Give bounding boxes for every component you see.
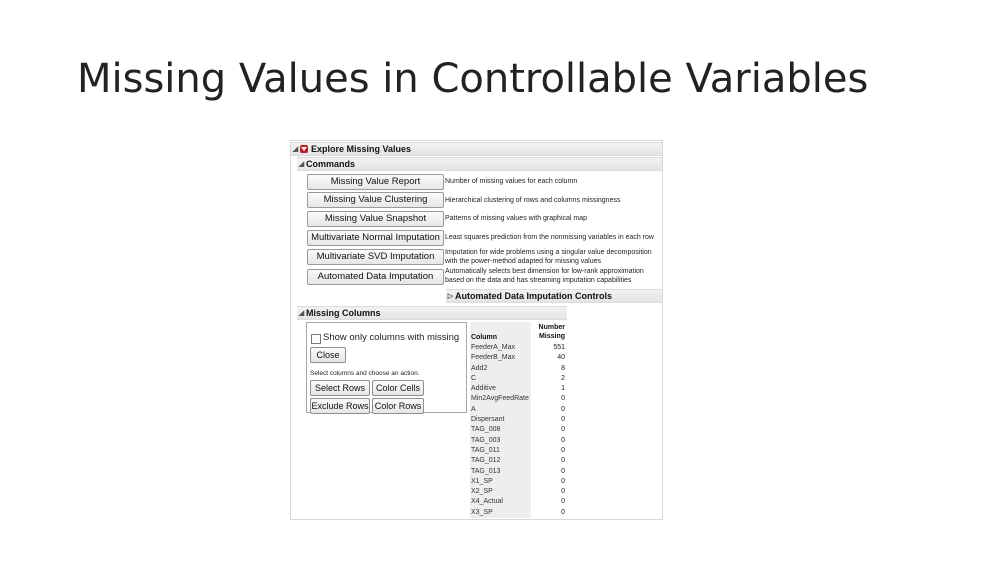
- missing-value-report-button[interactable]: Missing Value Report: [307, 174, 444, 190]
- slide-title: Missing Values in Controllable Variables: [77, 56, 869, 102]
- missing-columns-header[interactable]: [297, 306, 567, 320]
- missing-columns-controls: [306, 322, 467, 413]
- table-row[interactable]: [470, 353, 566, 363]
- missing-columns-table: [470, 322, 566, 518]
- missing-count: 2: [561, 374, 565, 382]
- column-name: Dispersant: [470, 415, 531, 425]
- number-missing-header[interactable]: [531, 322, 566, 343]
- command-description: Imputation for wide problems using a singular value decomposition with the power-method adapted for missing values: [445, 249, 652, 265]
- disclosure-open-icon[interactable]: ◢: [292, 146, 299, 153]
- missing-count: 0: [561, 457, 565, 465]
- color-rows-button[interactable]: Color Rows: [372, 398, 424, 414]
- command-description: Automatically selects best dimension for low-rank approximation based on the data and has streaming imputation capabilities: [445, 268, 644, 284]
- explore-missing-values-header[interactable]: [291, 142, 662, 156]
- multivariate-normal-imputation-button[interactable]: Multivariate Normal Imputation: [307, 230, 444, 246]
- table-row[interactable]: [470, 467, 566, 477]
- missing-columns-title: Missing Columns: [306, 308, 381, 318]
- column-name: Add2: [470, 364, 531, 374]
- column-name: TAG_008: [470, 425, 531, 435]
- column-name: TAG_003: [470, 436, 531, 446]
- table-row[interactable]: [470, 446, 566, 456]
- disclosure-open-icon[interactable]: ◢: [298, 161, 305, 168]
- missing-count: 0: [561, 498, 565, 506]
- command-description: Hierarchical clustering of rows and columns missingness: [445, 197, 621, 204]
- number-missing-header-line1: Number: [538, 324, 565, 331]
- column-name: Min2AvgFeedRate: [470, 394, 531, 404]
- table-row[interactable]: [470, 343, 566, 353]
- missing-count: 0: [561, 416, 565, 424]
- missing-count: 0: [561, 446, 565, 454]
- table-row[interactable]: [470, 384, 566, 394]
- adi-controls-header[interactable]: [446, 289, 662, 303]
- missing-count: 8: [561, 364, 565, 372]
- commands-title: Commands: [306, 159, 356, 169]
- table-row[interactable]: [470, 487, 566, 497]
- column-name: X1_SP: [470, 477, 531, 487]
- table-row[interactable]: [470, 374, 566, 384]
- select-rows-button[interactable]: Select Rows: [310, 380, 370, 396]
- table-row[interactable]: [470, 456, 566, 466]
- close-button[interactable]: Close: [310, 347, 346, 363]
- column-header[interactable]: Column: [470, 322, 531, 343]
- table-row[interactable]: [470, 436, 566, 446]
- missing-count: 40: [557, 354, 565, 362]
- table-row[interactable]: [470, 415, 566, 425]
- table-row[interactable]: [470, 477, 566, 487]
- missing-count: 0: [561, 488, 565, 496]
- disclosure-closed-icon[interactable]: ▷: [447, 293, 454, 300]
- column-name: C: [470, 374, 531, 384]
- table-row[interactable]: [470, 405, 566, 415]
- explore-missing-values-title: Explore Missing Values: [311, 144, 412, 154]
- jmp-report-window: [290, 140, 663, 520]
- red-triangle-menu-icon[interactable]: [300, 145, 308, 153]
- table-row[interactable]: [470, 497, 566, 507]
- command-description: Patterns of missing values with graphical map: [445, 215, 588, 222]
- column-name: A: [470, 405, 531, 415]
- column-name: TAG_013: [470, 467, 531, 477]
- instruction-text: Select columns and choose an action.: [310, 370, 420, 377]
- table-row[interactable]: [470, 364, 566, 374]
- table-row[interactable]: [470, 394, 566, 404]
- table-row[interactable]: [470, 425, 566, 435]
- color-cells-button[interactable]: Color Cells: [372, 380, 424, 396]
- missing-count: 0: [561, 426, 565, 434]
- show-only-missing-label: Show only columns with missing: [323, 332, 460, 343]
- missing-count: 0: [561, 467, 565, 475]
- show-only-missing-checkbox[interactable]: [311, 334, 321, 344]
- missing-value-clustering-button[interactable]: Missing Value Clustering: [307, 192, 444, 208]
- missing-count: 0: [561, 477, 565, 485]
- column-name: X4_Actual: [470, 497, 531, 507]
- table-row[interactable]: [470, 508, 566, 518]
- missing-value-snapshot-button[interactable]: Missing Value Snapshot: [307, 211, 444, 227]
- automated-data-imputation-button[interactable]: Automated Data Imputation: [307, 269, 444, 285]
- multivariate-svd-imputation-button[interactable]: Multivariate SVD Imputation: [307, 249, 444, 265]
- column-name: TAG_012: [470, 456, 531, 466]
- command-description: Least squares prediction from the nonmissing variables in each row: [445, 234, 654, 241]
- missing-count: 1: [561, 385, 565, 393]
- adi-controls-title: Automated Data Imputation Controls: [455, 291, 612, 301]
- commands-header[interactable]: [297, 157, 662, 171]
- column-name: X2_SP: [470, 487, 531, 497]
- column-name: X3_SP: [470, 508, 531, 518]
- missing-count: 0: [561, 405, 565, 413]
- column-name: Additive: [470, 384, 531, 394]
- column-name: TAG_011: [470, 446, 531, 456]
- exclude-rows-button[interactable]: Exclude Rows: [310, 398, 370, 414]
- missing-count: 551: [553, 344, 565, 351]
- missing-count: 0: [561, 395, 565, 403]
- table-header: [470, 322, 566, 343]
- command-description: Number of missing values for each column: [445, 178, 578, 185]
- number-missing-header-line2: Missing: [538, 333, 565, 340]
- missing-count: 0: [561, 436, 565, 444]
- disclosure-open-icon[interactable]: ◢: [298, 310, 305, 317]
- column-name: FeederB_Max: [470, 353, 531, 363]
- missing-count: 0: [561, 508, 565, 516]
- column-name: FeederA_Max: [470, 343, 531, 353]
